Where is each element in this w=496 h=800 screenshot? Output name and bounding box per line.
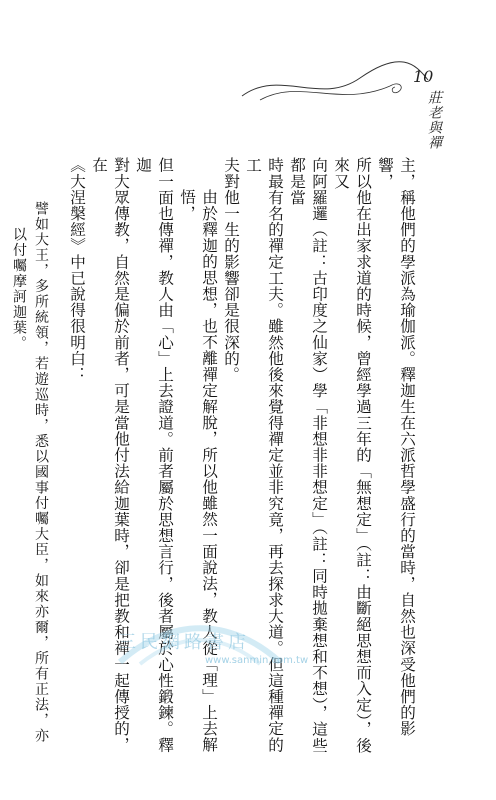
- quote-line: 以付囑摩訶迦葉。: [11, 227, 27, 351]
- text-column: 由於釋迦的思想，也不離禪定解脫，所以他雖然一面說法，教人從「理」上去解悟，: [178, 189, 218, 753]
- text-column: 對大眾傳教，自然是偏於前者，可是當他付法給迦葉時，卻是把教和禪一起傳授的，在: [90, 157, 130, 753]
- quote-line: 譬如大王，多所統領，若遊巡時，悉以國事付囑大臣，如來亦爾，所有正法，亦: [33, 201, 49, 744]
- text-column: 所以他在出家求道的時候，曾經學過三年的「無想定」（註：由斷絕思想而入定），後來又: [332, 157, 372, 754]
- text-column: 向阿羅邏（註：古印度之仙家）學「非想非非想定」（註：同時拋棄想和不想），這些都是當: [288, 157, 328, 754]
- body-text: [0, 157, 418, 767]
- watermark-url: www.sanmin.com.tw: [205, 655, 309, 666]
- text-column: 《大涅槃經》中已說得很明白：: [68, 157, 86, 383]
- text-column: 時最有名的禪定工夫。雖然他後來覺得禪定並非究竟，再去探求大道。但這種禪定的工: [244, 157, 284, 753]
- page-number: 10: [413, 67, 434, 86]
- watermark-text: 三民網路書店: [118, 632, 250, 653]
- header-ornament: [240, 58, 430, 108]
- text-column: 夫對他一生的影響卻是很深的。: [222, 157, 240, 383]
- text-column: 但一面也傳禪，教人由「心」上去證道。前者屬於思想言行，後者屬於心性鍛鍊。釋迦: [134, 157, 174, 753]
- running-head: 莊老與禪: [426, 90, 442, 150]
- text-column: 主，稱他們的學派為瑜伽派。釋迦生在六派哲學盛行的當時，自然也深受他們的影響，: [376, 157, 416, 737]
